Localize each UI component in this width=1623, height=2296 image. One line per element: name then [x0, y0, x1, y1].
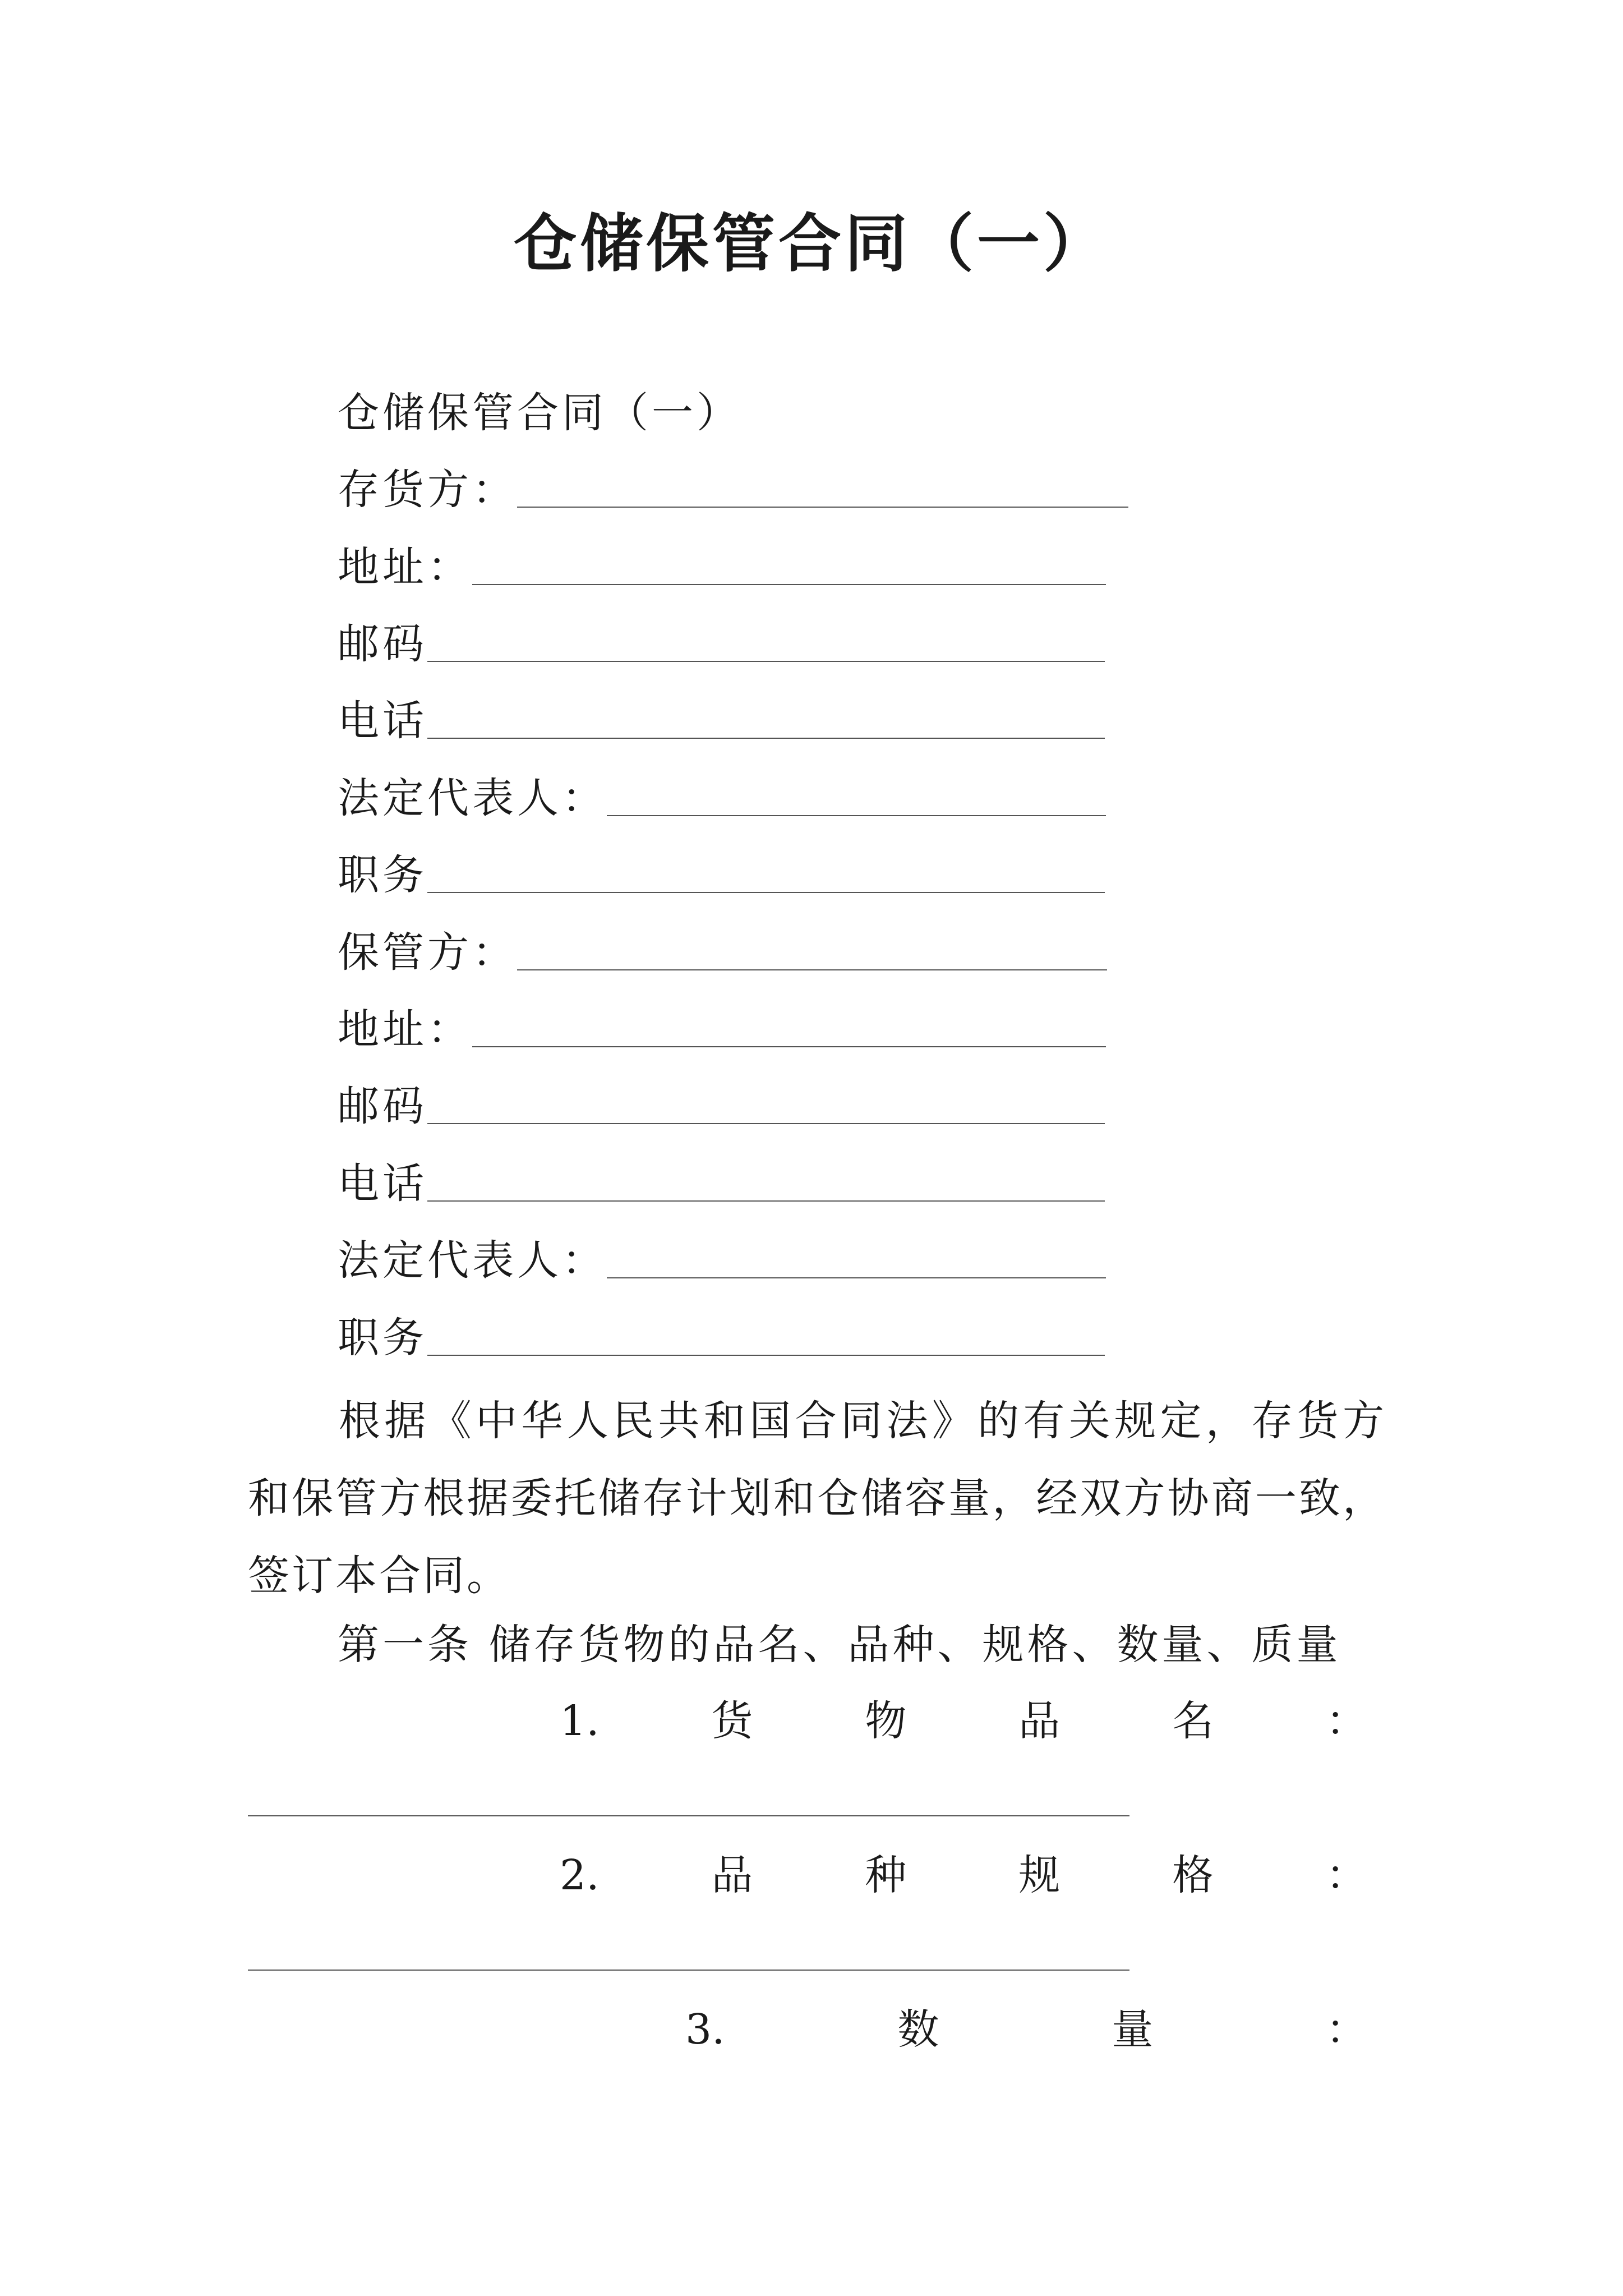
custodian-position-field[interactable]	[338, 1311, 1105, 1365]
item-char: 品	[711, 1851, 753, 1899]
item-number: 1.	[560, 1697, 600, 1745]
document-subtitle: 仓储保管合同（一）	[338, 389, 741, 437]
item-goods-name	[560, 1694, 1367, 1748]
field-label: 邮码	[338, 1082, 427, 1130]
blank-line[interactable]	[248, 1970, 1129, 1971]
depositor-phone-field[interactable]	[338, 694, 1105, 748]
field-label: 保管方：	[338, 928, 517, 977]
item-char: 量	[1112, 2005, 1154, 2054]
blank-line[interactable]	[427, 1355, 1105, 1356]
blank-line[interactable]	[427, 738, 1105, 739]
blank-line[interactable]	[427, 892, 1105, 893]
depositor-party-field[interactable]	[338, 463, 1128, 517]
item-number: 2.	[560, 1851, 600, 1899]
item-char: 格	[1172, 1851, 1214, 1899]
field-label: 存货方：	[338, 466, 517, 514]
field-label: 邮码	[338, 620, 427, 668]
item-char: 物	[865, 1697, 907, 1745]
item-char: 名	[1172, 1697, 1214, 1745]
article-heading: 第一条 储存货物的品名、品种、规格、数量、质量	[338, 1621, 1341, 1669]
item-char: 规	[1018, 1851, 1061, 1899]
blank-line[interactable]	[517, 969, 1107, 970]
depositor-position-field[interactable]	[338, 848, 1105, 902]
field-label: 职务	[338, 1314, 427, 1362]
item-char: 品	[1018, 1697, 1061, 1745]
field-label: 电话	[338, 1159, 427, 1208]
blank-line[interactable]	[517, 507, 1128, 508]
depositor-address-field[interactable]	[338, 540, 1106, 594]
custodian-party-field[interactable]	[338, 926, 1107, 979]
item-colon: ：	[1325, 1851, 1367, 1899]
item-colon: ：	[1326, 2005, 1367, 2054]
blank-line[interactable]	[472, 584, 1106, 585]
item-char: 货	[711, 1697, 753, 1745]
custodian-phone-field[interactable]	[338, 1157, 1105, 1211]
item-number: 3.	[685, 2005, 725, 2054]
item-char: 种	[865, 1851, 907, 1899]
custodian-postcode-field[interactable]	[338, 1079, 1105, 1133]
field-label: 地址：	[338, 1005, 472, 1053]
document-title: 仓储保管合同（一）	[514, 207, 1109, 280]
field-label: 职务	[338, 851, 427, 899]
blank-line[interactable]	[472, 1046, 1106, 1047]
blank-line[interactable]	[427, 1123, 1105, 1124]
item-variety-spec	[560, 1848, 1367, 1902]
blank-line[interactable]	[248, 1815, 1129, 1816]
blank-line[interactable]	[427, 661, 1105, 662]
item-quantity	[685, 2003, 1367, 2056]
field-label: 地址：	[338, 543, 472, 591]
blank-line[interactable]	[607, 1277, 1106, 1278]
field-label: 法定代表人：	[338, 1236, 607, 1285]
custodian-legal-rep-field[interactable]	[338, 1234, 1106, 1287]
depositor-postcode-field[interactable]	[338, 617, 1105, 671]
preamble-paragraph: 根据《中华人民共和国合同法》的有关规定，存货方和保管方根据委托储存计划和仓储容量，经双方协商一致，签订本合同。	[248, 1397, 1386, 1600]
item-char: 数	[897, 2005, 939, 2054]
custodian-address-field[interactable]	[338, 1002, 1106, 1056]
item-colon: ：	[1325, 1697, 1367, 1745]
blank-line[interactable]	[607, 815, 1106, 816]
depositor-legal-rep-field[interactable]	[338, 771, 1106, 825]
field-label: 电话	[338, 697, 427, 745]
blank-line[interactable]	[427, 1200, 1105, 1202]
field-label: 法定代表人：	[338, 774, 607, 822]
